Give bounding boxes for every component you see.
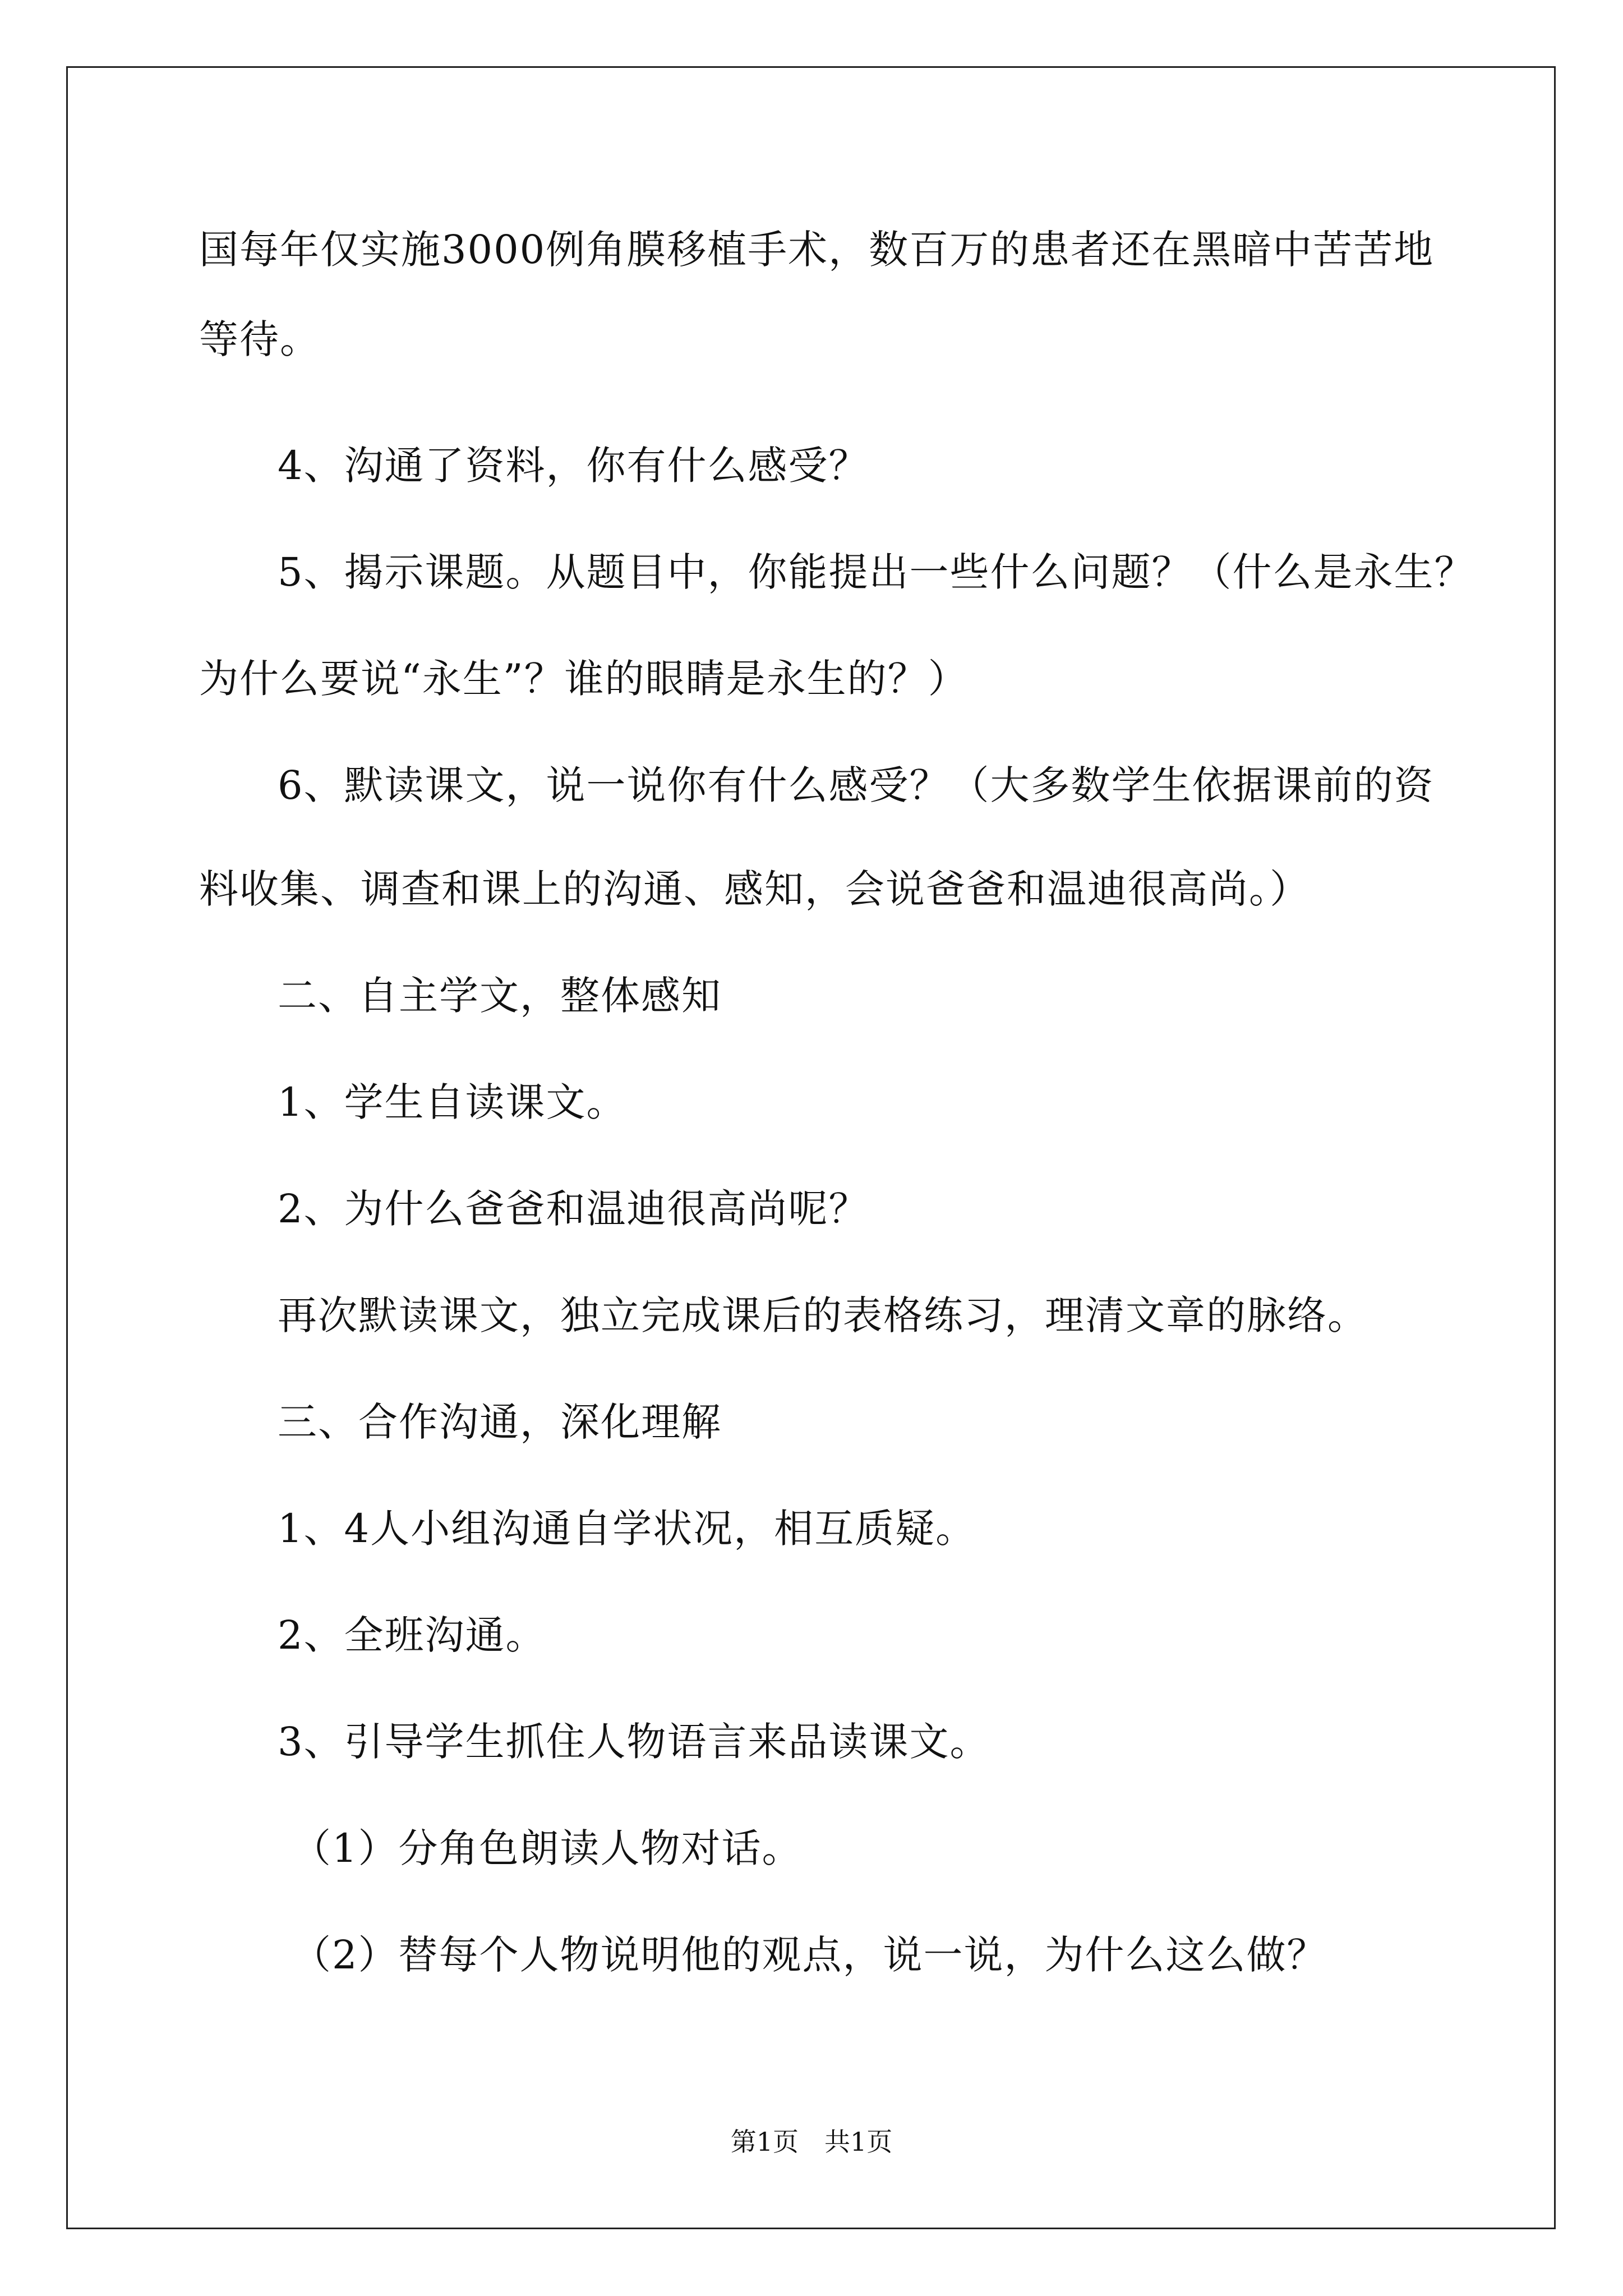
text-line-4: 5、揭示课题。从题目中，你能提出一些什么问题？（什么是永生？ <box>278 549 1475 595</box>
text-line-7: 料收集、调查和课上的沟通、感知，会说爸爸和温迪很高尚。） <box>199 866 1310 912</box>
text-line-2: 等待。 <box>199 316 320 362</box>
text-line-14: 2、全班沟通。 <box>278 1612 546 1658</box>
text-line-13: 1、4人小组沟通自学状况，相互质疑。 <box>278 1506 976 1552</box>
text-line-10: 2、为什么爸爸和温迪很高尚呢？ <box>278 1186 869 1232</box>
section-heading-2: 二、自主学文，整体感知 <box>278 973 722 1019</box>
page-number: 第1页 共1页 <box>730 2127 893 2157</box>
text-line-17: （2）替每个人物说明他的观点，说一说，为什么这么做？ <box>292 1932 1327 1978</box>
text-line-15: 3、引导学生抓住人物语言来品读课文。 <box>278 1719 990 1765</box>
text-line-5: 为什么要说“永生”？谁的眼睛是永生的？） <box>199 656 969 702</box>
text-line-16: （1）分角色朗读人物对话。 <box>292 1825 803 1871</box>
section-heading-3: 三、合作沟通，深化理解 <box>278 1399 722 1445</box>
text-line-6: 6、默读课文，说一说你有什么感受？（大多数学生依据课前的资 <box>278 762 1435 808</box>
text-line-3: 4、沟通了资料，你有什么感受？ <box>278 443 869 489</box>
text-line-9: 1、学生自读课文。 <box>278 1079 627 1125</box>
text-line-11: 再次默读课文，独立完成课后的表格练习，理清文章的脉络。 <box>278 1292 1368 1338</box>
text-line-1: 国每年仅实施3000例角膜移植手术，数百万的患者还在黑暗中苦苦地 <box>199 227 1435 273</box>
page-border <box>66 66 1556 2229</box>
